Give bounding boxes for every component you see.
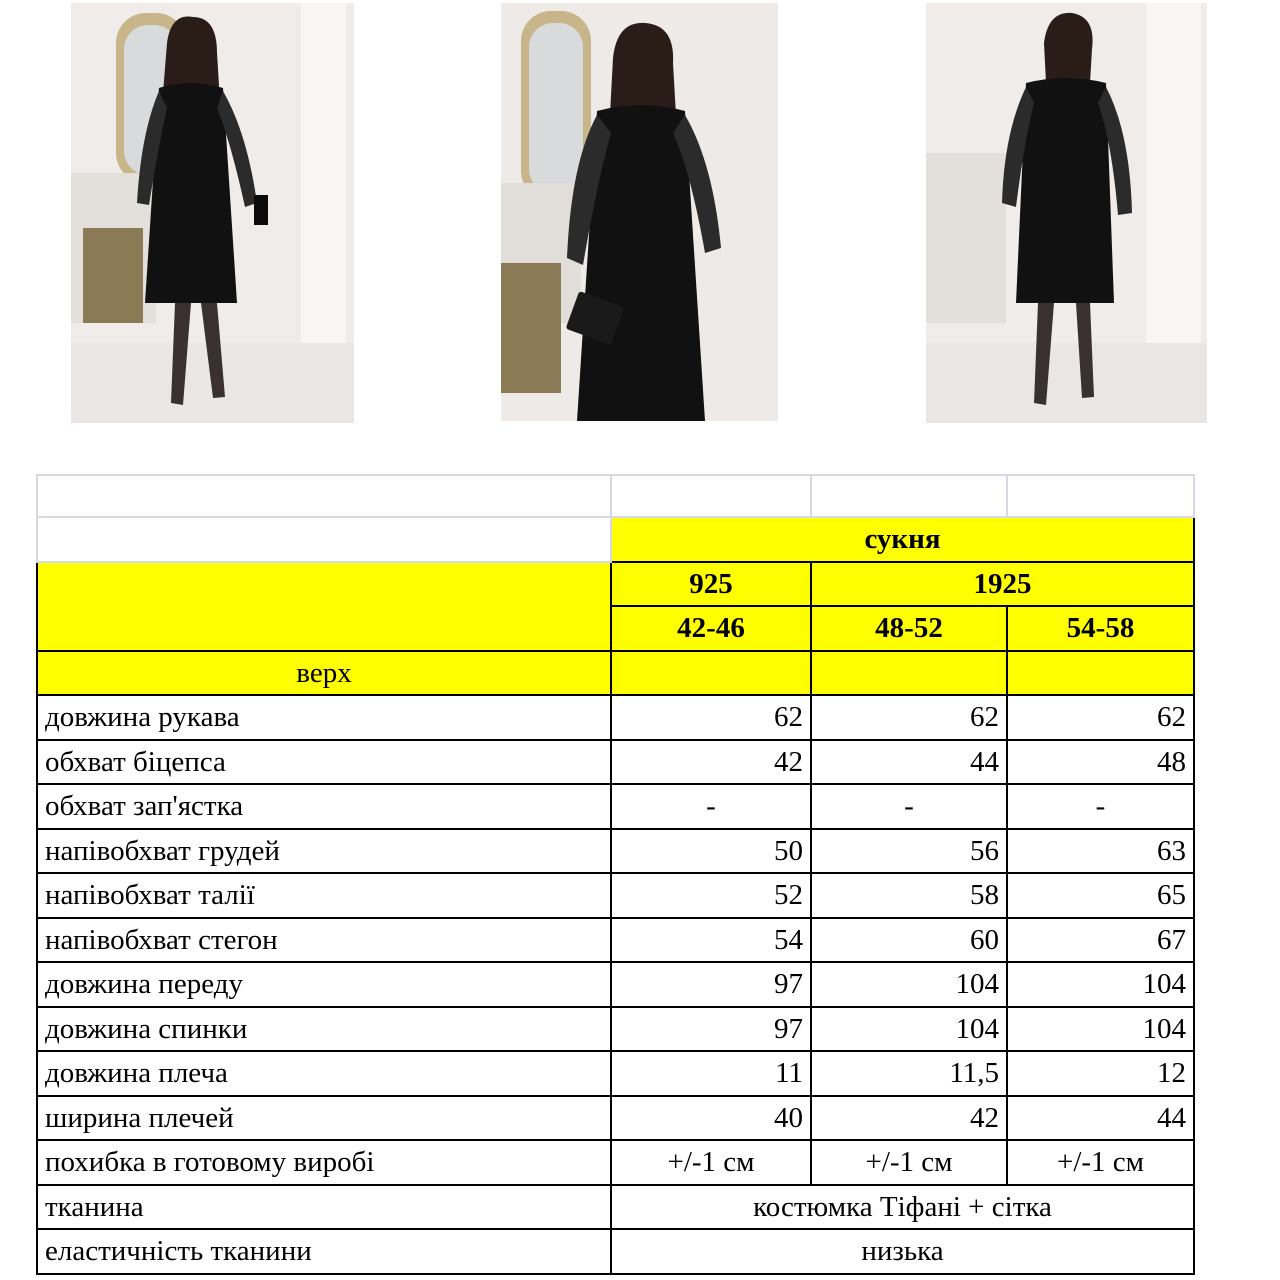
measurement-value: 63 <box>1007 829 1194 874</box>
fabric-value: костюмка Тіфані + сітка <box>611 1185 1194 1230</box>
measurement-value: 52 <box>611 873 811 918</box>
measurement-label: довжина рукава <box>37 695 611 740</box>
table-row <box>37 784 1194 829</box>
table-row <box>37 1140 1194 1185</box>
elasticity-value: низька <box>611 1229 1194 1274</box>
table-row <box>37 517 1194 562</box>
size-chart-table <box>36 474 1195 1275</box>
size-header: 48-52 <box>811 606 1007 651</box>
table-cell <box>811 651 1007 696</box>
dress-front-photo <box>71 3 354 423</box>
measurement-value: +/-1 см <box>1007 1140 1194 1185</box>
measurement-value: 104 <box>1007 962 1194 1007</box>
fabric-label: тканина <box>37 1185 611 1230</box>
measurement-label: напівобхват талії <box>37 873 611 918</box>
measurement-value: 62 <box>1007 695 1194 740</box>
measurement-value: 42 <box>811 1096 1007 1141</box>
dress-closeup-photo <box>501 3 778 421</box>
dress-back-photo <box>926 3 1207 423</box>
size-header: 54-58 <box>1007 606 1194 651</box>
measurement-value: - <box>1007 784 1194 829</box>
measurement-label: довжина переду <box>37 962 611 1007</box>
measurement-value: 97 <box>611 962 811 1007</box>
measurement-value: 58 <box>811 873 1007 918</box>
measurement-value: 62 <box>811 695 1007 740</box>
measurement-value: 11 <box>611 1051 811 1096</box>
dress-back-photo-icon <box>926 3 1207 423</box>
measurement-value: 11,5 <box>811 1051 1007 1096</box>
measurement-label: довжина плеча <box>37 1051 611 1096</box>
table-row <box>37 1007 1194 1052</box>
table-row <box>37 562 1194 607</box>
dress-closeup-photo-icon <box>501 3 778 421</box>
table-cell <box>611 475 811 517</box>
table-cell <box>611 651 811 696</box>
measurement-value: 65 <box>1007 873 1194 918</box>
measurement-label: ширина плечей <box>37 1096 611 1141</box>
measurement-value: 50 <box>611 829 811 874</box>
measurement-value: 48 <box>1007 740 1194 785</box>
measurement-value: 44 <box>1007 1096 1194 1141</box>
elasticity-label: еластичність тканини <box>37 1229 611 1274</box>
measurement-value: 62 <box>611 695 811 740</box>
measurement-label: похибка в готовому виробі <box>37 1140 611 1185</box>
table-cell <box>37 562 611 651</box>
section-header: верх <box>37 651 611 696</box>
product-header: сукня <box>611 517 1194 562</box>
measurement-value: 104 <box>811 1007 1007 1052</box>
measurement-label: обхват зап'ястка <box>37 784 611 829</box>
measurement-value: 56 <box>811 829 1007 874</box>
table-row <box>37 829 1194 874</box>
table-row <box>37 651 1194 696</box>
measurement-value: 12 <box>1007 1051 1194 1096</box>
measurement-label: довжина спинки <box>37 1007 611 1052</box>
measurement-label: напівобхват стегон <box>37 918 611 963</box>
dress-front-photo-icon <box>71 3 354 423</box>
table-cell <box>1007 651 1194 696</box>
measurement-value: 42 <box>611 740 811 785</box>
article-header: 1925 <box>811 562 1194 607</box>
measurement-value: 60 <box>811 918 1007 963</box>
table-cell <box>37 475 611 517</box>
table-row <box>37 1229 1194 1274</box>
measurement-label: напівобхват грудей <box>37 829 611 874</box>
measurement-value: 104 <box>1007 1007 1194 1052</box>
measurement-label: обхват біцепса <box>37 740 611 785</box>
table-row <box>37 962 1194 1007</box>
measurement-value: 44 <box>811 740 1007 785</box>
measurement-value: - <box>611 784 811 829</box>
measurement-value: 54 <box>611 918 811 963</box>
measurement-value: 40 <box>611 1096 811 1141</box>
measurement-value: - <box>811 784 1007 829</box>
table-row <box>37 1096 1194 1141</box>
table-cell <box>1007 475 1194 517</box>
measurement-value: +/-1 см <box>611 1140 811 1185</box>
table-row <box>37 740 1194 785</box>
measurement-value: 104 <box>811 962 1007 1007</box>
table-cell <box>37 517 611 562</box>
table-row <box>37 475 1194 517</box>
size-header: 42-46 <box>611 606 811 651</box>
table-row <box>37 918 1194 963</box>
measurement-value: 67 <box>1007 918 1194 963</box>
table-row <box>37 873 1194 918</box>
table-cell <box>811 475 1007 517</box>
table-row <box>37 1051 1194 1096</box>
article-header: 925 <box>611 562 811 607</box>
measurement-value: 97 <box>611 1007 811 1052</box>
table-row <box>37 695 1194 740</box>
measurement-value: +/-1 см <box>811 1140 1007 1185</box>
table-row <box>37 1185 1194 1230</box>
